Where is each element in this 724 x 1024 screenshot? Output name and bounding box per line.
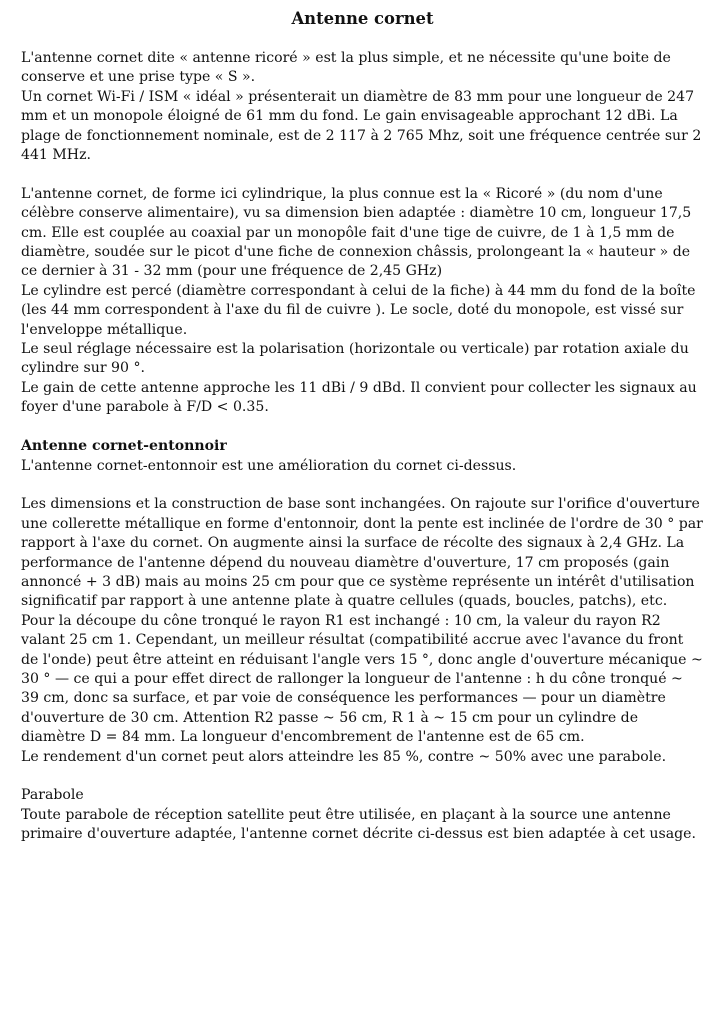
paragraph: Le cylindre est percé (diamètre correspondant à celui de la fiche) à 44 mm du fond de la boîte (les 44 mm correspondent à l'axe du fil de cuivre ). Le socle, doté du monopole, est vissé sur l'enveloppe métallique. bbox=[21, 282, 696, 338]
paragraph-gap bbox=[21, 418, 704, 437]
section-heading-plain: Parabole bbox=[21, 787, 84, 804]
paragraph: Les dimensions et la construction de base sont inchangées. On rajoute sur l'orifice d'ouverture une collerette métallique en forme d'entonnoir, dont la pente est inclinée de l'ordre de 30 ° par rapport à l'axe du cornet. On augmente ainsi la surface de récolte des signaux à 2,4 GHz. La performance de l'antenne dépend du nouveau diamètre d'ouverture, 17 cm proposés (gain annoncé + 3 dB) mais au moins 25 cm pour que ce système représente un intérêt d'utilisation significatif par rapport à une antenne plate à quatre cellules (quads, boucles, patchs), etc. bbox=[21, 496, 703, 610]
paragraph-gap bbox=[21, 476, 704, 495]
paragraph-gap bbox=[21, 165, 704, 184]
paragraph: Pour la découpe du cône tronqué le rayon R1 est inchangé : 10 cm, la valeur du rayon R2 valant 25 cm 1. Cependant, un meilleur résultat (compatibilité accrue avec l'avance du front de l'onde) peut être atteint en réduisant l'angle vers 15 °, donc angle d'ouverture mécanique ~ 30 ° — ce qui a pour effet direct de rallonger la longueur de l'antenne : h du cône tronqué ~ 39 cm, donc sa surface, et par voie de conséquence les performances — pour un diamètre d'ouverture de 30 cm. Attention R2 passe ~ 56 cm, R 1 à ~ 15 cm pour un cylindre de diamètre D = 84 mm. La longueur d'encombrement de l'antenne est de 65 cm. bbox=[21, 612, 703, 746]
section-heading: Antenne cornet-entonnoir bbox=[21, 438, 227, 455]
paragraph: Le rendement d'un cornet peut alors atteindre les 85 %, contre ~ 50% avec une parabole. bbox=[21, 748, 667, 765]
paragraph: Un cornet Wi-Fi / ISM « idéal » présenterait un diamètre de 83 mm pour une longueur de 247 mm et un monopole éloigné de 61 mm du fond. Le gain envisageable approchant 12 dBi. La plage de fonctionnement nominale, est de 2 117 à 2 765 Mhz, soit une fréquence centrée sur 2 441 MHz. bbox=[21, 88, 702, 164]
paragraph: L'antenne cornet-entonnoir est une amélioration du cornet ci-dessus. bbox=[21, 457, 517, 474]
paragraph: Toute parabole de réception satellite peut être utilisée, en plaçant à la source une antenne primaire d'ouverture adaptée, l'antenne cornet décrite ci-dessus est bien adaptée à cet usage. bbox=[21, 806, 696, 843]
page-title: Antenne cornet bbox=[291, 9, 434, 28]
paragraph: L'antenne cornet dite « antenne ricoré » est la plus simple, et ne nécessite qu'une boite de conserve et une prise type « S ». bbox=[21, 50, 671, 86]
paragraph: L'antenne cornet, de forme ici cylindrique, la plus connue est la « Ricoré » (du nom d'une célèbre conserve alimentaire), vu sa dimension bien adaptée : diamètre 10 cm, longueur 17,5 cm. Elle est couplée au coaxial par un monopôle fait d'une tige de cuivre, de 1 à 1,5 mm de diamètre, soudée sur le picot d'une fiche de connexion châssis, prolongeant la « hauteur » de ce dernier à 31 - 32 mm (pour une fréquence de 2,45 GHz) bbox=[21, 185, 692, 280]
paragraph: Le gain de cette antenne approche les 11 dBi / 9 dBd. Il convient pour collecter les signaux au foyer d'une parabole à F/D < 0.35. bbox=[21, 379, 697, 416]
paragraph: Le seul réglage nécessaire est la polarisation (horizontale ou verticale) par rotation axiale du cylindre sur 90 °. bbox=[21, 341, 689, 377]
paragraph-gap bbox=[21, 767, 704, 786]
